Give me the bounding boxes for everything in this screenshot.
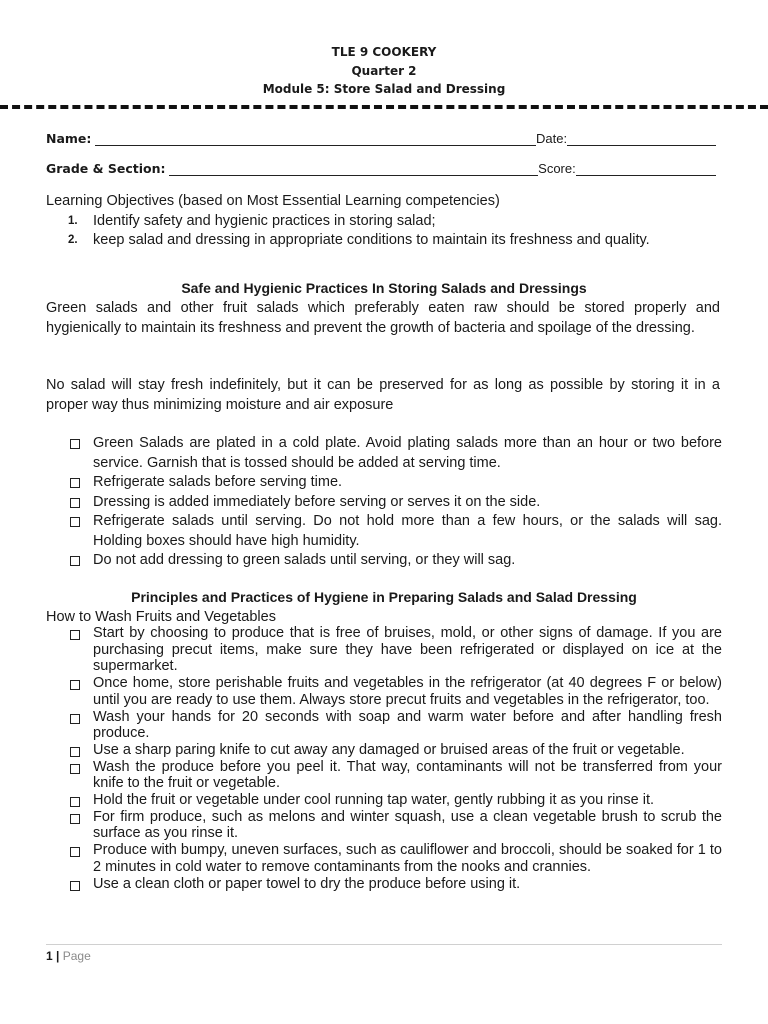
page-number: 1 [46, 949, 53, 963]
list-item [46, 792, 722, 809]
checkbox-bullet-icon [70, 517, 80, 527]
list-item-text: Start by choosing to produce that is free of bruises, mold, or other signs of damage. If you are purchasing precut items, make sure they have been refrigerated or displayed on ice at the supermarket. [93, 625, 722, 675]
footer-separator: | [56, 949, 60, 963]
list-item [46, 742, 722, 759]
list-item-text: Use a sharp paring knife to cut away any damaged or bruised areas of the fruit or vegetable. [93, 741, 685, 758]
list-item-text: Green Salads are plated in a cold plate. Avoid plating salads more than an hour or two before service. Garnish that is tossed should be added at serving time. [93, 435, 722, 471]
checkbox-bullet-icon [70, 747, 80, 757]
grade-section-field[interactable] [169, 163, 538, 176]
date-label: Date: [536, 131, 568, 146]
checkbox-bullet-icon [70, 847, 80, 857]
checkbox-bullet-icon [70, 556, 80, 566]
learning-objectives [46, 192, 722, 251]
grade-score-row [46, 161, 722, 176]
name-field[interactable] [95, 133, 536, 146]
list-item-text: Wash your hands for 20 seconds with soap and warm water before and after handling fresh produce. [93, 708, 722, 742]
section1-paragraph-2: No salad will stay fresh indefinitely, but it can be preserved for as long as possible by storing it in a proper way thus minimizing moisture and air exposure [46, 377, 720, 413]
objective-number: 2. [68, 234, 78, 246]
list-item-text: Produce with bumpy, uneven surfaces, such as cauliflower and broccoli, should be soaked for 1 to 2 minutes in cold water to remove contaminants from the nooks and crannies. [93, 842, 722, 875]
list-item [46, 473, 722, 493]
list-item-text: Refrigerate salads before serving time. [93, 474, 343, 490]
list-item-text: Wash the produce before you peel it. That way, contaminants will not be transferred from your knife to the fruit or vegetable. [93, 758, 722, 792]
checkbox-bullet-icon [70, 478, 80, 488]
checkbox-bullet-icon [70, 630, 80, 640]
checkbox-bullet-icon [70, 797, 80, 807]
score-label: Score: [538, 161, 576, 176]
washing-steps-list [46, 625, 722, 892]
list-item [46, 625, 722, 675]
section2-heading: Principles and Practices of Hygiene in Preparing Salads and Salad Dressing [131, 589, 637, 605]
document-header [0, 43, 768, 99]
grade-section-label: Grade & Section: [46, 161, 166, 176]
list-item [46, 434, 722, 473]
list-item-text: Refrigerate salads until serving. Do not hold more than a few hours, or the salads will sag. Holding boxes should have high humidity. [93, 513, 722, 549]
section1-paragraph-1: Green salads and other fruit salads which preferably eaten raw should be stored properly and hygienically to maintain its freshness and prevent the growth of bacteria and spoilage of the dressing. [46, 300, 720, 336]
list-item [46, 551, 722, 571]
list-item [46, 709, 722, 742]
objective-text: keep salad and dressing in appropriate conditions to maintain its freshness and quality. [93, 232, 650, 248]
list-item-text: Use a clean cloth or paper towel to dry the produce before using it. [93, 875, 521, 892]
storage-practices-list [46, 434, 722, 571]
checkbox-bullet-icon [70, 714, 80, 724]
objective-text: Identify safety and hygienic practices in storing salad; [93, 212, 436, 229]
list-item [46, 842, 722, 875]
list-item-text: Once home, store perishable fruits and vegetables in the refrigerator (at 40 degrees F or below) until you are ready to use them. Always store precut fruits and vegetables in the refrigerator, too. [93, 675, 722, 708]
checkbox-bullet-icon [70, 439, 80, 449]
list-item [46, 675, 722, 708]
page-label: Page [62, 949, 91, 963]
checkbox-bullet-icon [70, 680, 80, 690]
checkbox-bullet-icon [70, 764, 80, 774]
list-item [46, 493, 722, 513]
page-footer [46, 949, 91, 963]
list-item-text: Dressing is added immediately before serving or serves it on the side. [93, 493, 541, 510]
checkbox-bullet-icon [70, 814, 80, 824]
date-field[interactable] [567, 133, 716, 146]
list-item-text: For firm produce, such as melons and winter squash, use a clean vegetable brush to scrub the surface as you rinse it. [93, 808, 722, 842]
checkbox-bullet-icon [70, 498, 80, 508]
objective-item [46, 231, 722, 251]
dashed-divider [0, 105, 768, 109]
section2-subheading: How to Wash Fruits and Vegetables [46, 609, 276, 625]
course-title: TLE 9 COOKERY [331, 45, 437, 59]
name-date-row [46, 131, 722, 146]
list-item [46, 512, 722, 551]
name-label: Name: [46, 131, 92, 146]
list-item [46, 809, 722, 842]
list-item-text: Hold the fruit or vegetable under cool running tap water, gently rubbing it as you rinse it. [93, 792, 654, 809]
list-item [46, 876, 722, 893]
objective-item [46, 212, 722, 232]
list-item [46, 759, 722, 792]
section1-heading: Safe and Hygienic Practices In Storing Salads and Dressings [181, 280, 587, 296]
objectives-intro: Learning Objectives (based on Most Essential Learning competencies) [46, 193, 500, 209]
module-title: Module 5: Store Salad and Dressing [262, 82, 506, 96]
checkbox-bullet-icon [70, 881, 80, 891]
objective-number: 1. [68, 214, 78, 227]
quarter-label: Quarter 2 [351, 63, 417, 78]
score-field[interactable] [576, 163, 716, 176]
footer-divider [46, 944, 722, 945]
list-item-text: Do not add dressing to green salads until serving, or they will sag. [93, 552, 516, 568]
